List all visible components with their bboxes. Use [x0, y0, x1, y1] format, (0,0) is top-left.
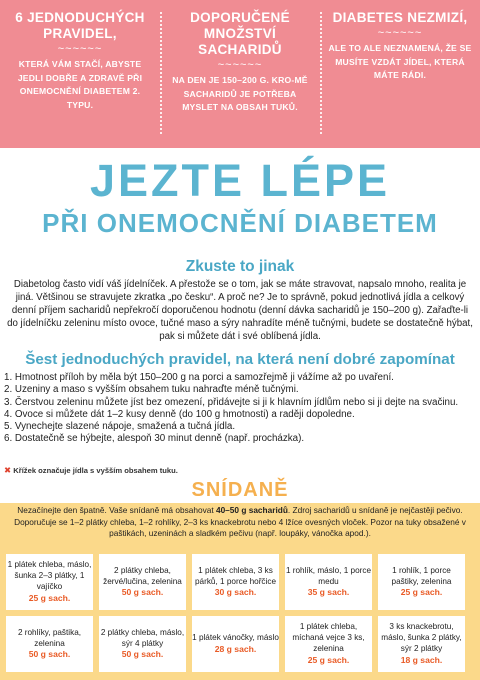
- breakfast-item: [285, 554, 372, 610]
- breakfast-item-text: 3 ks knackebrotu, máslo, šunka 2 plátky, sýr 2 plátky: [381, 622, 462, 653]
- rule-item: 5. Vynechejte slazené nápoje, smažená a tučná jídla.: [4, 421, 236, 433]
- banner-separator: ~~~~~~: [57, 43, 103, 55]
- rule-item: 3. Čerstvou zeleninu můžete jíst bez omezení, přidávejte si ji k hlavním jídlům nebo si ji dejte na svačinu.: [4, 396, 459, 408]
- breakfast-item: [285, 616, 372, 672]
- breakfast-item: [99, 554, 186, 610]
- top-banner: [0, 0, 480, 148]
- banner-heading: 6 JEDNODUCHÝCH PRAVIDEL,: [15, 10, 145, 41]
- breakfast-grid: [0, 547, 480, 680]
- breakfast-item-text: 1 plátek vánočky, máslo: [192, 633, 279, 643]
- breakfast-item-carbs: 50 g sach.: [121, 649, 164, 660]
- breakfast-intro: [0, 503, 480, 547]
- breakfast-item: [378, 554, 465, 610]
- rule-item: 6. Dostatečně se hýbejte, alespoň 30 minut denně (např. procházka).: [4, 433, 305, 445]
- banner-text: KTERÁ VÁM STAČÍ, ABYSTE JEDLI DOBŘE A ZDRAVĚ PŘI ONEMOCNĚNÍ DIABETEM 2. TYPU.: [17, 59, 143, 110]
- breakfast-item-carbs: 28 g sach.: [214, 644, 257, 654]
- cross-icon: ✖: [4, 465, 12, 475]
- breakfast-item: [378, 616, 465, 672]
- breakfast-intro-text: Nezačínejte den špatně. Vaše snídaně má obsahovat: [17, 505, 216, 515]
- breakfast-item: [6, 616, 93, 672]
- breakfast-item-carbs: 25 g sach.: [307, 654, 350, 665]
- banner-column-rules: [0, 0, 160, 148]
- banner-separator: ~~~~~~: [377, 27, 423, 39]
- intro-paragraph: Diabetolog často vidí váš jídelníček. A přestože se o tom, jak se máte stravovat, napsalo mnoho, realita je jiná. Většinou se stravujete zkratka „po česku“. A proč ne? Je to správně, pokud jednotlivá jídla a celkový denní příjem sacharidů nepřekročí doporučenou hodnotu (denní dávka sacharidů je 150–200 g). Zařaďte-li do jídelníčku zeleninu místo ovoce, tučné maso a sýry nahradíte méně tučnými, budete se dostatečně hýbat, pak si můžete dát i své oblíbená jídla.: [7, 279, 473, 342]
- banner-separator: ~~~~~~: [217, 59, 263, 71]
- breakfast-item-text: 2 plátky chleba, žervé/lučina, zelenina: [103, 565, 182, 586]
- rules-list: [4, 372, 474, 446]
- breakfast-item-carbs: 18 g sach.: [400, 654, 443, 665]
- banner-column-carbs: [160, 0, 320, 148]
- banner-heading: DOPORUČENÉ MNOŽSTVÍ SACHARIDŮ: [190, 10, 290, 57]
- breakfast-item-carbs: 50 g sach.: [28, 649, 71, 660]
- fat-note: [4, 465, 178, 476]
- breakfast-item-text: 1 plátek chleba, máslo, šunka 2–3 plátky, 1 vajíčko: [7, 560, 92, 591]
- breakfast-item-carbs: 30 g sach.: [214, 587, 257, 598]
- banner-heading: DIABETES NEZMIZÍ,: [332, 10, 468, 25]
- breakfast-item-text: 1 rohlík, 1 porce paštiky, zelenina: [391, 565, 452, 586]
- breakfast-item: [192, 616, 279, 672]
- rule-item: 4. Ovoce si můžete dát 1–2 kusy denně (do 100 g hmotnosti) a raději dopoledne.: [4, 408, 355, 420]
- fat-note-text: Křížek označuje jídla s vyšším obsahem tuku.: [13, 466, 178, 475]
- breakfast-item: [192, 554, 279, 610]
- main-title: JEZTE LÉPE: [89, 155, 391, 206]
- section-heading-rules: Šest jednoduchých pravidel, na která není dobré zapomínat: [25, 351, 455, 368]
- main-subtitle: PŘI ONEMOCNĚNÍ DIABETEM: [42, 208, 438, 238]
- banner-text: NA DEN JE 150–200 G. KRO-MĚ SACHARIDŮ JE POTŘEBA MYSLET NA OBSAH TUKŮ.: [172, 75, 308, 112]
- breakfast-item-carbs: 50 g sach.: [121, 587, 164, 598]
- breakfast-item: [6, 554, 93, 610]
- breakfast-item-text: 2 plátky chleba, máslo, sýr 4 plátky: [100, 627, 185, 648]
- breakfast-item-text: 1 plátek chleba, 3 ks párků, 1 porce hořčice: [194, 565, 276, 586]
- breakfast-heading: SNÍDANĚ: [191, 479, 289, 501]
- rule-item: 1. Hmotnost příloh by měla být 150–200 g na porci a samozřejmě ji vážíme až po uvaření.: [4, 372, 394, 383]
- rule-item: 2. Uzeniny a maso s vyšším obsahem tuku nahraďte méně tučnými.: [4, 384, 299, 396]
- banner-column-diabetes: [320, 0, 480, 148]
- breakfast-item-text: 1 plátek chleba, míchaná vejce 3 ks, zelenina: [292, 622, 365, 653]
- breakfast-intro-bold: 40–50 g sacharidů: [215, 505, 288, 515]
- breakfast-item-carbs: 25 g sach.: [28, 592, 71, 603]
- breakfast-item-carbs: 25 g sach.: [400, 587, 443, 598]
- breakfast-item-text: 1 rohlík, máslo, 1 porce medu: [285, 565, 372, 586]
- breakfast-item-carbs: 35 g sach.: [307, 587, 350, 598]
- breakfast-item: [99, 616, 186, 672]
- breakfast-item-text: 2 rohlíky, paštika, zelenina: [17, 627, 82, 648]
- section-heading-zkuste: Zkuste to jinak: [185, 258, 295, 275]
- breakfast-intro-text: . Zdroj sacharidů u snídaně je nejčastěji pečivo. Doporučuje se 1–2 plátky chleba, 1–2 rohlíky, 2–3 ks knackebrotu nebo 4 lžíce ovesných vloček. Pozor na tuky obsažené v paštikách, uzeninách a sladkém pečivu (např. loupáky, vánočka apod.).: [14, 505, 466, 538]
- banner-text: ALE TO ALE NEZNAMENÁ, ŽE SE MUSÍTE VZDÁT JÍDEL, KTERÁ MÁTE RÁDI.: [328, 43, 472, 80]
